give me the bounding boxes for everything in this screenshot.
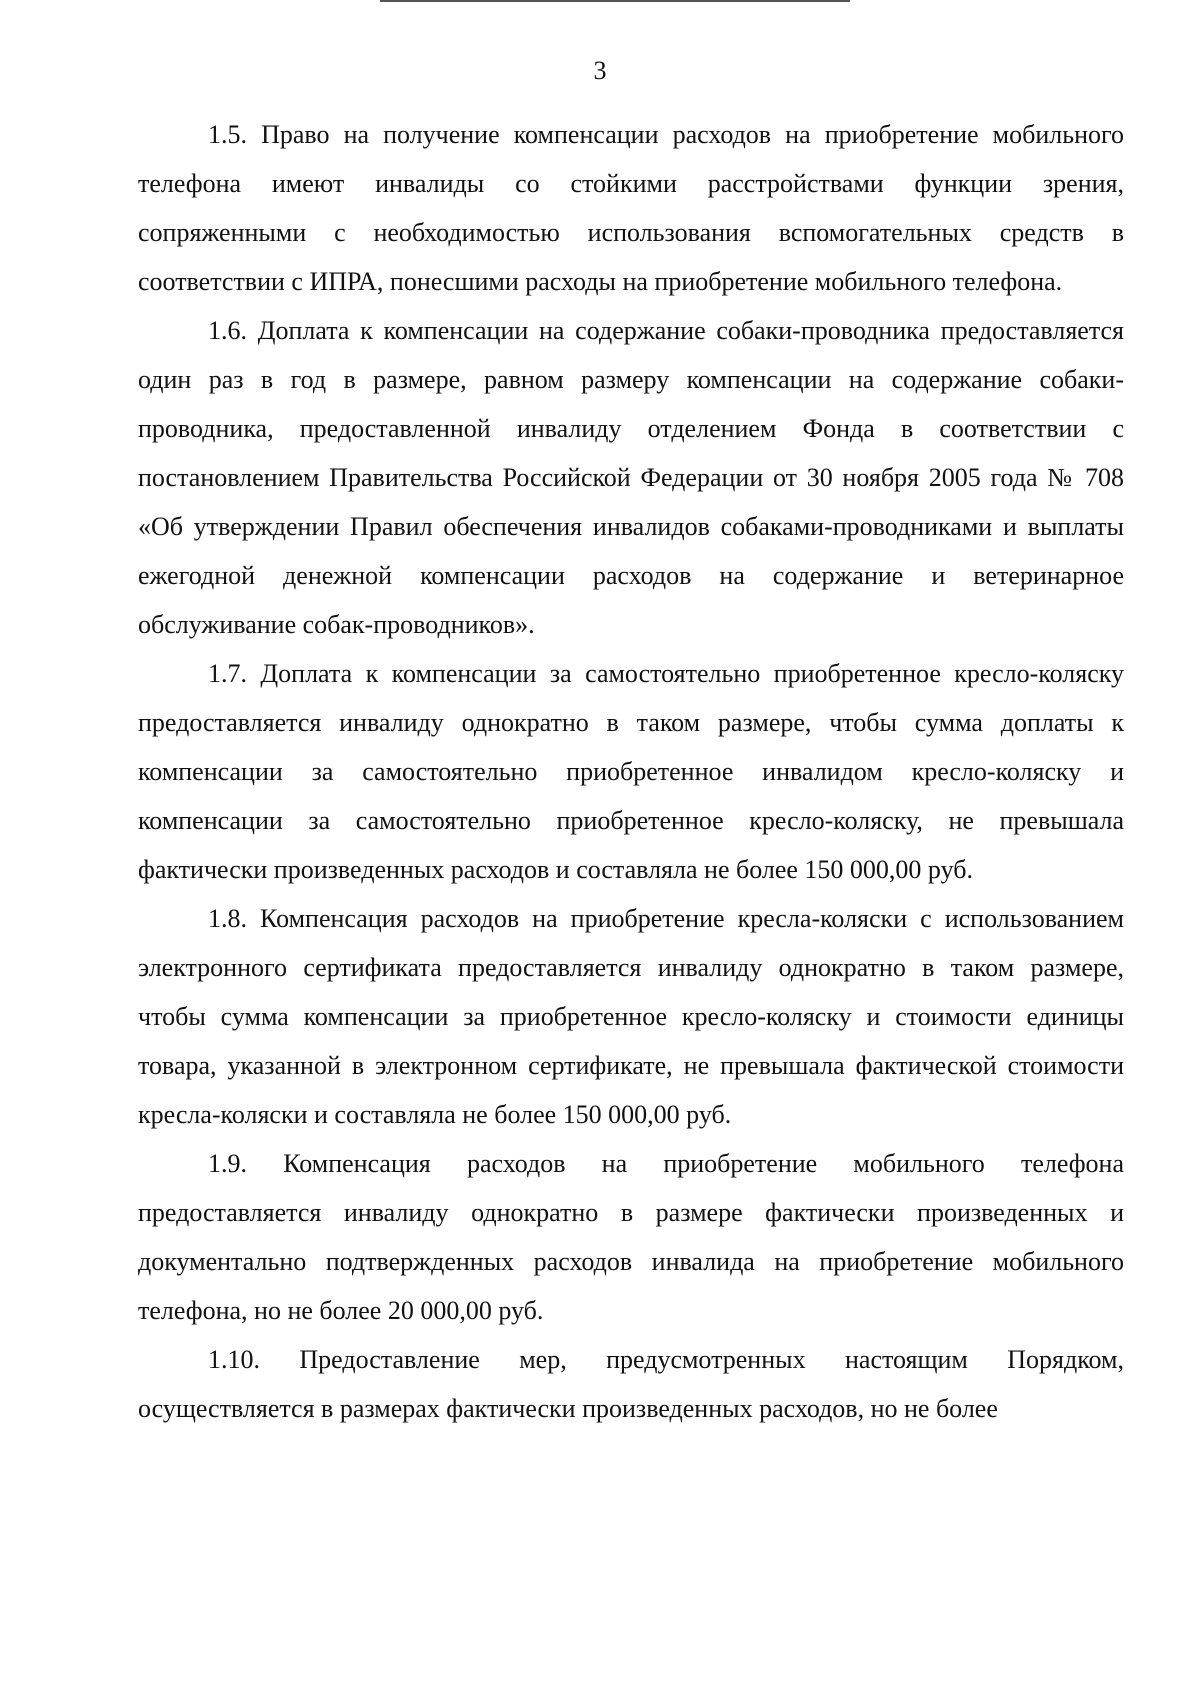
paragraph-1-9: 1.9. Компенсация расходов на приобретение мобильного телефона предоставляется инвалиду однократно в размере фактически произведенных и документально подтвержденных расходов инвалида на приобретение мобильного телефона, но не более 20 000,00 руб.	[138, 1149, 1124, 1325]
page-number: 3	[593, 56, 607, 85]
paragraph-1-10: 1.10. Предоставление мер, предусмотренных настоящим Порядком, осуществляется в размерах фактически произведенных расходов, но не более	[138, 1345, 1124, 1423]
paragraph-1-8: 1.8. Компенсация расходов на приобретение кресла-коляски с использованием электронного сертификата предоставляется инвалиду однократно в таком размере, чтобы сумма компенсации за приобретенное кресло-коляску и стоимости единицы товара, указанной в электронном сертификате, не превышала фактической стоимости кресла-коляски и составляла не более 150 000,00 руб.	[138, 904, 1124, 1129]
document-body	[138, 110, 1124, 1433]
paragraph-1-5: 1.5. Право на получение компенсации расходов на приобретение мобильного телефона имеют инвалиды со стойкими расстройствами функции зрения, сопряженными с необходимостью использования вспомогательных средств в соответствии с ИПРА, понесшими расходы на приобретение мобильного телефона.	[138, 120, 1124, 296]
top-scan-rule	[380, 0, 850, 2]
paragraph-1-6: 1.6. Доплата к компенсации на содержание собаки-проводника предоставляется один раз в год в размере, равном размеру компенсации на содержание собаки-проводника, предоставленной инвалиду отделением Фонда в соответствии с постановлением Правительства Российской Федерации от 30 ноября 2005 года № 708 «Об утверждении Правил обеспечения инвалидов собаками-проводниками и выплаты ежегодной денежной компенсации расходов на содержание и ветеринарное обслуживание собак-проводников».	[138, 316, 1124, 639]
paragraph-1-7: 1.7. Доплата к компенсации за самостоятельно приобретенное кресло-коляску предоставляется инвалиду однократно в таком размере, чтобы сумма доплаты к компенсации за самостоятельно приобретенное инвалидом кресло-коляску и компенсации за самостоятельно приобретенное кресло-коляску, не превышала фактически произведенных расходов и составляла не более 150 000,00 руб.	[138, 659, 1124, 884]
